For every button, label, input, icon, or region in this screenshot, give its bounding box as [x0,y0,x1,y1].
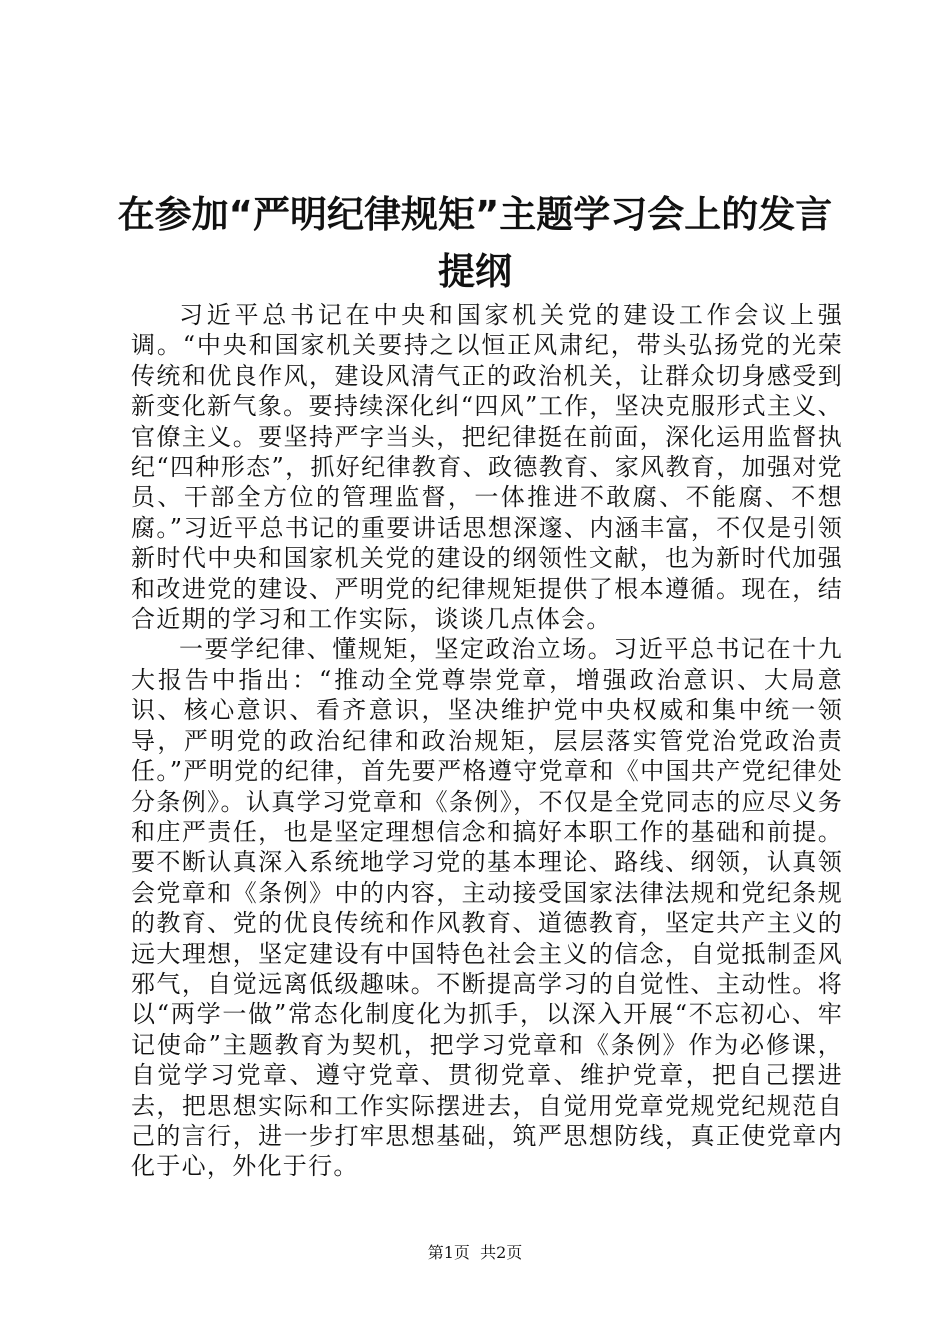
document-title [110,186,840,300]
title-line-1: 在参加“严明纪律规矩”主题学习会上的发言 [117,193,833,236]
page-footer [0,1243,950,1263]
title-line-2: 提纲 [438,250,512,293]
page-number: 第1页 [427,1243,470,1262]
page-total: 共2页 [480,1243,523,1262]
document-body [131,300,843,1182]
paragraph-point-one: 一要学纪律、懂规矩，坚定政治立场。习近平总书记在十九大报告中指出：“推动全党尊崇党章，增强政治意识、大局意识、核心意识、看齐意识，坚决维护党中央权威和集中统一领导，严明党的政治纪律和政治规矩，层层落实管党治党政治责任。”严明党的纪律，首先要严格遵守党章和《中国共产党纪律处分条例》。认真学习党章和《条例》，不仅是全党同志的应尽义务和庄严责任，也是坚定理想信念和搞好本职工作的基础和前提。要不断认真深入系统地学习党的基本理论、路线、纲领，认真领会党章和《条例》中的内容，主动接受国家法律法规和党纪条规的教育、党的优良传统和作风教育、道德教育，坚定共产主义的远大理想，坚定建设有中国特色社会主义的信念，自觉抵制歪风邪气，自觉远离低级趣味。不断提高学习的自觉性、主动性。将以“两学一做”常态化制度化为抓手，以深入开展“不忘初心、牢记使命”主题教育为契机，把学习党章和《条例》作为必修课，自觉学习党章、遵守党章、贯彻党章、维护党章，把自己摆进去，把思想实际和工作实际摆进去，自觉用党章党规党纪规范自己的言行，进一步打牢思想基础，筑严思想防线，真正使党章内化于心，外化于行。 [131,635,843,1181]
paragraph-intro: 习近平总书记在中央和国家机关党的建设工作会议上强调。“中央和国家机关要持之以恒正风肃纪，带头弘扬党的光荣传统和优良作风，建设风清气正的政治机关，让群众切身感受到新变化新气象。要持续深化纠“四风”工作，坚决克服形式主义、官僚主义。要坚持严字当头，把纪律挺在前面，深化运用监督执纪“四种形态”，抓好纪律教育、政德教育、家风教育，加强对党员、干部全方位的管理监督，一体推进不敢腐、不能腐、不想腐。”习近平总书记的重要讲话思想深邃、内涵丰富，不仅是引领新时代中央和国家机关党的建设的纲领性文献，也为新时代加强和改进党的建设、严明党的纪律规矩提供了根本遵循。现在，结合近期的学习和工作实际，谈谈几点体会。 [131,301,843,634]
